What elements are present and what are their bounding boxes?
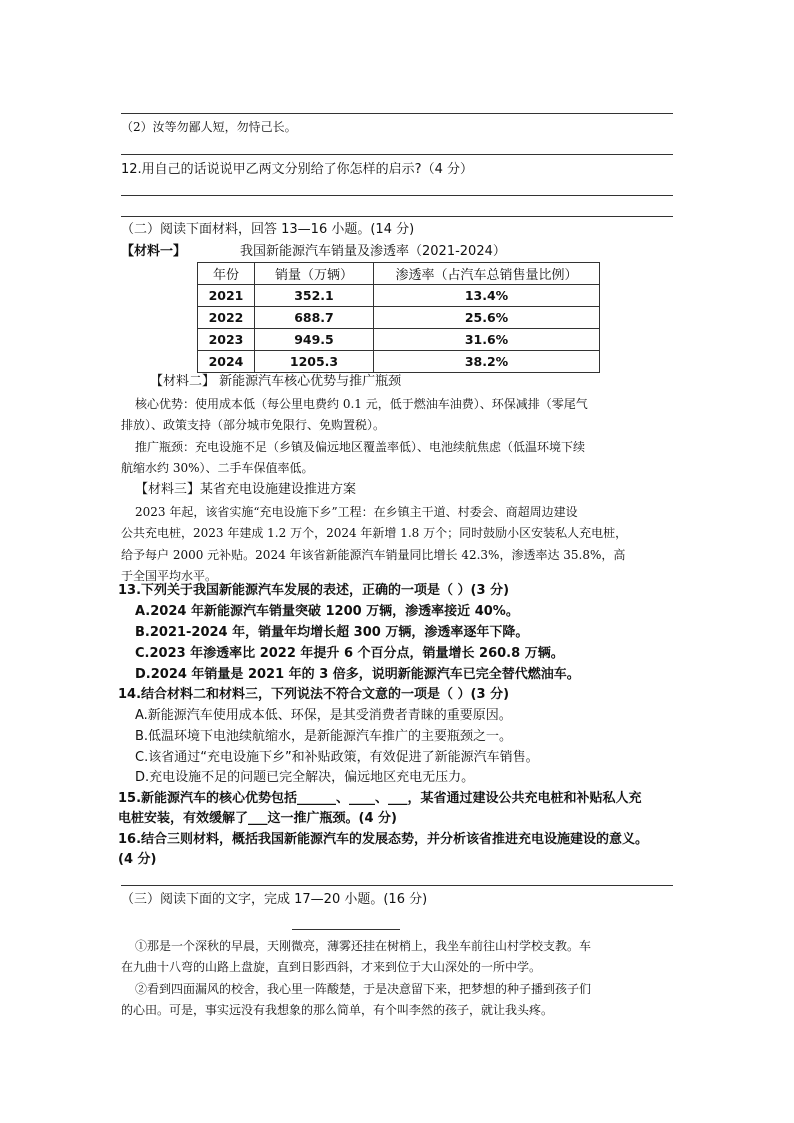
section3-header: （三）阅读下面的文字，完成 17—20 小题。(16 分) — [121, 892, 428, 907]
q13-option-c: C.2023 年渗透率比 2022 年提升 6 个百分点，销量增长 260.8 万辆。 — [135, 646, 564, 661]
q15-line: 15.新能源汽车的核心优势包括______、____、___，某省通过建设公共充电桩和补贴私人充 — [118, 791, 642, 806]
q15-line: 电桩安装，有效缓解了___这一推广瓶颈。(4 分) — [118, 811, 397, 826]
story-line: 的心田。可是，事实远没有我想象的那么简单，有个叫李然的孩子，就让我头疼。 — [121, 1003, 554, 1017]
table-cell: 38.2% — [374, 351, 600, 373]
material1-label: 【材料一】 — [121, 244, 187, 259]
table-row — [198, 285, 600, 307]
material3-heading: 【材料三】某省充电设施建设推进方案 — [135, 482, 357, 497]
answer-line — [121, 216, 673, 217]
table-row — [198, 329, 600, 351]
material2-line: 推广瓶颈：充电设施不足（乡镇及偏远地区覆盖率低）、电池续航焦虑（低温环境下续 — [135, 440, 586, 454]
table-cell: 31.6% — [374, 329, 600, 351]
material2-line: 排放）、政策支持（部分城市免限行、免购置税）。 — [121, 418, 386, 432]
q13-option-d: D.2024 年销量是 2021 年的 3 倍多，说明新能源汽车已完全替代燃油车。 — [135, 667, 580, 682]
q16-line: 16.结合三则材料，概括我国新能源汽车的发展态势，并分析该省推进充电设施建设的意义。 — [118, 832, 649, 847]
q16-line: (4 分) — [118, 852, 157, 867]
table-cell: 2023 — [198, 329, 255, 351]
table-cell: 13.4% — [374, 285, 600, 307]
q13-option-a: A.2024 年新能源汽车销量突破 1200 万辆，渗透率接近 40%。 — [135, 604, 519, 619]
table-header: 年份 — [198, 263, 255, 285]
table-cell: 2022 — [198, 307, 255, 329]
table-cell: 2024 — [198, 351, 255, 373]
material2-line: 核心优势：使用成本低（每公里电费约 0.1 元，低于燃油车油费）、环保减排（零尾气 — [135, 397, 588, 411]
section2-header: （二）阅读下面材料，回答 13—16 小题。(14 分) — [121, 222, 415, 237]
table-cell: 2021 — [198, 285, 255, 307]
material3-line: 给予每户 2000 元补贴。2024 年该省新能源汽车销量同比增长 42.3%，渗透率达 35.8%，高 — [121, 548, 626, 562]
q13-stem: 13.下列关于我国新能源汽车发展的表述，正确的一项是（ ）(3 分) — [118, 583, 510, 598]
table-cell: 352.1 — [255, 285, 374, 307]
table-header-row — [198, 263, 600, 285]
material1-title: 我国新能源汽车销量及渗透率（2021-2024） — [240, 244, 506, 259]
material3-line: 公共充电桩，2023 年建成 1.2 万个，2024 年新增 1.8 万个；同时鼓励小区安装私人充电桩， — [121, 526, 628, 540]
q14-option-b: B.低温环境下电池续航缩水，是新能源汽车推广的主要瓶颈之一。 — [135, 729, 513, 744]
table-header: 渗透率（占汽车总销售量比例） — [374, 263, 600, 285]
story-line: 在九曲十八弯的山路上盘旋，直到日影西斜，才来到位于大山深处的一所中学。 — [121, 960, 542, 974]
table-cell: 949.5 — [255, 329, 374, 351]
material3-line: 于全国平均水平。 — [121, 569, 218, 583]
table-row — [198, 307, 600, 329]
divider — [292, 929, 400, 930]
table-cell: 688.7 — [255, 307, 374, 329]
table-cell: 1205.3 — [255, 351, 374, 373]
q14-option-a: A.新能源汽车使用成本低、环保，是其受消费者青睐的重要原因。 — [135, 708, 512, 723]
q12-stem: 12.用自己的话说说甲乙两文分别给了你怎样的启示?（4 分） — [121, 162, 473, 177]
story-line: ①那是一个深秋的早晨，天刚微亮，薄雾还挂在树梢上，我坐车前往山村学校支教。车 — [135, 939, 592, 953]
answer-line — [121, 154, 673, 155]
answer-line — [121, 885, 673, 886]
sales-table — [197, 262, 600, 373]
table-row — [198, 351, 600, 373]
material2-line: 航缩水约 30%）、二手车保值率低。 — [121, 461, 314, 475]
material3-line: 2023 年起，该省实施“充电设施下乡”工程：在乡镇主干道、村委会、商超周边建设 — [135, 505, 578, 519]
q14-stem: 14.结合材料二和材料三，下列说法不符合文意的一项是（ ）(3 分) — [118, 687, 510, 702]
q13-option-b: B.2021-2024 年，销量年均增长超 300 万辆，渗透率逐年下降。 — [135, 625, 529, 640]
table-cell: 25.6% — [374, 307, 600, 329]
table-header: 销量（万辆） — [255, 263, 374, 285]
story-line: ②看到四面漏风的校舍，我心里一阵酸楚，于是决意留下来，把梦想的种子播到孩子们 — [135, 982, 592, 996]
answer-line — [121, 113, 673, 114]
q14-option-d: D.充电设施不足的问题已完全解决，偏远地区充电无压力。 — [135, 770, 475, 785]
answer-line — [121, 195, 673, 196]
material2-heading: 【材料二】 新能源汽车核心优势与推广瓶颈 — [150, 374, 402, 389]
q11-item2: （2）汝等勿鄙人短，勿恃己长。 — [121, 120, 297, 134]
q14-option-c: C.该省通过“充电设施下乡”和补贴政策，有效促进了新能源汽车销售。 — [135, 750, 539, 765]
